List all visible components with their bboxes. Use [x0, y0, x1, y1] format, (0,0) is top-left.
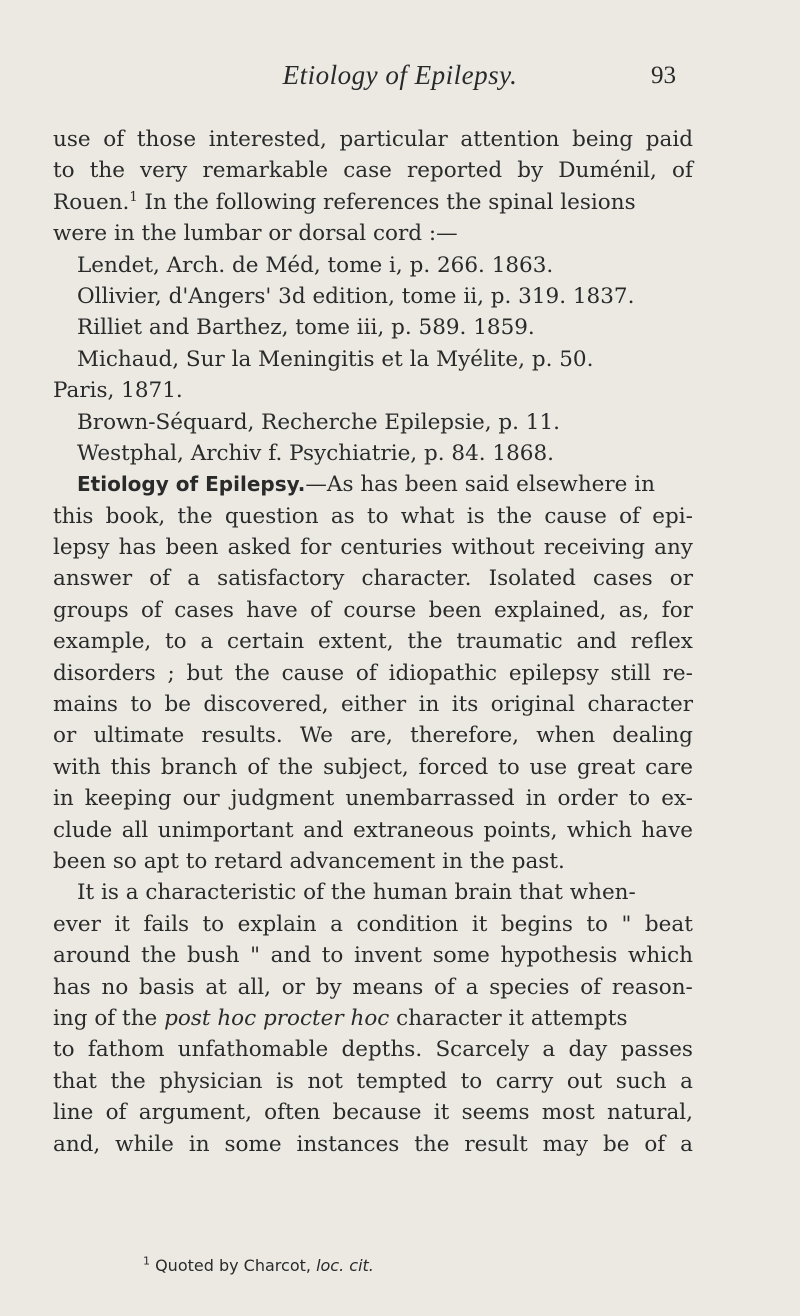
word: points, [483, 817, 558, 843]
word: dealing [612, 723, 693, 749]
word: to [586, 911, 608, 937]
word: carry [495, 1068, 554, 1094]
word: order [557, 786, 618, 812]
word: begins [500, 911, 573, 937]
word: ultimate [93, 723, 185, 749]
word: our [182, 786, 220, 812]
section-heading-line: Etiology of Epilepsy.—As has been said elsewhere in [77, 472, 655, 498]
word: a [465, 974, 479, 1000]
word: but [186, 660, 223, 686]
reference-item: Lendet, Arch. de Méd, tome i, p. 266. 1863. [77, 252, 554, 278]
text-line [53, 626, 693, 657]
footnote-marker: 1 [129, 189, 138, 205]
word: which [627, 943, 693, 969]
word: of [434, 974, 455, 1000]
word: particular [339, 127, 448, 152]
text-line [53, 815, 693, 846]
word: passes [620, 1037, 693, 1063]
word: what [400, 503, 455, 529]
word: character [587, 692, 693, 718]
word: extent, [318, 629, 394, 655]
word: of [140, 597, 162, 623]
word: in [188, 1131, 210, 1157]
word: forced [418, 754, 489, 780]
word: asked [227, 535, 291, 561]
word: day [568, 1037, 608, 1063]
word: fails [143, 911, 189, 937]
word: not [307, 1068, 343, 1094]
word: unembarrassed [345, 786, 515, 812]
word: result [464, 1131, 528, 1157]
word: been [428, 597, 482, 623]
word: physician [159, 1068, 263, 1094]
word: because [332, 1100, 422, 1126]
page-number: 93 [651, 62, 676, 89]
word: of [619, 503, 641, 529]
word: with [53, 754, 101, 780]
word: the [177, 503, 213, 529]
word: of [105, 1100, 127, 1126]
running-head-title: Etiology of Epilepsy. [282, 60, 518, 90]
word: " [621, 911, 632, 937]
word: has [118, 535, 157, 561]
word: to [498, 754, 520, 780]
word: answer [53, 566, 133, 592]
word: which [566, 817, 632, 843]
word: when [536, 723, 596, 749]
word: been [165, 535, 219, 561]
footnote: $^1$ Quoted by Charcot, loc. cit. [143, 1254, 374, 1275]
word: are, [350, 723, 393, 749]
word: interested, [208, 127, 327, 152]
word: case [343, 158, 392, 184]
word: out [566, 1068, 603, 1094]
word: the [141, 943, 177, 969]
running-head [0, 60, 800, 100]
text-line [53, 783, 693, 814]
word: those [136, 127, 197, 152]
word: tempted [356, 1068, 448, 1094]
word: is [276, 1068, 294, 1094]
text-line [53, 1066, 693, 1097]
word: means [352, 974, 424, 1000]
word: invent [353, 943, 423, 969]
text-line [53, 124, 693, 155]
reference-item: Westphal, Archiv f. Psychiatrie, p. 84. 1868. [77, 440, 554, 466]
word: explained, [494, 597, 607, 623]
word: a [680, 1131, 693, 1157]
word: some [224, 1131, 282, 1157]
word: cause [544, 503, 607, 529]
word: of [672, 158, 693, 184]
word: some [432, 943, 490, 969]
word: to [628, 786, 651, 812]
word: this [110, 754, 152, 780]
text-line [53, 909, 693, 940]
word: to [53, 158, 75, 184]
word: paid [645, 127, 693, 152]
word: the [496, 503, 533, 529]
word: of [310, 597, 332, 623]
latin-phrase: post hoc procter hoc [164, 1005, 390, 1031]
word: line [53, 1100, 94, 1126]
word: or [669, 566, 693, 592]
word: ever [53, 911, 101, 937]
word: a [330, 911, 343, 937]
word: as, [618, 597, 650, 623]
word: explain [237, 911, 317, 937]
word: Scarcely [435, 1037, 530, 1063]
word: of [103, 127, 125, 152]
word: either [341, 692, 407, 718]
word: still [610, 660, 651, 686]
word: in [53, 786, 74, 812]
word: the [89, 158, 125, 184]
word: satisfactory [217, 566, 345, 592]
word: judgment [230, 786, 335, 812]
text-line: It is a characteristic of the human brain that when- [77, 880, 636, 906]
word: natural, [607, 1100, 693, 1126]
word: while [115, 1131, 174, 1157]
word: have [641, 817, 693, 843]
word: instances [296, 1131, 400, 1157]
word: to [366, 503, 389, 529]
text-line [53, 501, 693, 532]
word: branch [160, 754, 238, 780]
word: all, [237, 974, 271, 1000]
word: clude [53, 817, 113, 843]
word: to [202, 911, 225, 937]
text-line: Rouen.$^1$ In the following references the spinal lesions [53, 189, 636, 215]
word: it [114, 911, 130, 937]
word: the [407, 629, 443, 655]
word: or [281, 974, 305, 1000]
word: epilepsy [508, 660, 599, 686]
word: lepsy [53, 535, 110, 561]
word: certain [227, 629, 305, 655]
word: any [654, 535, 693, 561]
word: a [680, 1068, 693, 1094]
reference-item: Ollivier, d'Angers' 3d edition, tome ii, p. 319. 1837. [77, 283, 635, 309]
word: original [490, 692, 576, 718]
word: of [149, 566, 171, 592]
word: it [433, 1100, 450, 1126]
word: discovered, [203, 692, 329, 718]
word: unimportant [157, 817, 294, 843]
word: in [418, 692, 440, 718]
word: very [140, 158, 188, 184]
section-heading: Etiology of Epilepsy. [77, 472, 306, 497]
reference-item: Brown-Séquard, Recherche Epilepsie, p. 11. [77, 409, 560, 435]
word: around [53, 943, 131, 969]
word: Duménil, [558, 158, 657, 184]
word: fathom [87, 1037, 165, 1063]
word: often [264, 1100, 321, 1126]
text-line [53, 1129, 693, 1160]
word: seems [461, 1100, 530, 1126]
text-line [53, 720, 693, 751]
word: a [187, 566, 201, 592]
text-line [53, 689, 693, 720]
text-line [53, 1097, 693, 1128]
word: hypothesis [500, 943, 618, 969]
word: by [517, 158, 544, 184]
word: without [451, 535, 535, 561]
reference-item: Rilliet and Barthez, tome iii, p. 589. 1859. [77, 315, 535, 341]
word: beat [644, 911, 693, 937]
word: species [489, 974, 570, 1000]
text-line [53, 972, 693, 1003]
text-line [53, 563, 693, 594]
word: the [414, 1131, 450, 1157]
word: We [299, 723, 333, 749]
word: to [165, 629, 187, 655]
word: may [542, 1131, 589, 1157]
word: such [615, 1068, 667, 1094]
word: in [525, 786, 547, 812]
word: attention [460, 127, 560, 152]
word: at [205, 974, 227, 1000]
word: no [101, 974, 129, 1000]
text-line [53, 595, 693, 626]
word: therefore, [410, 723, 520, 749]
word: keeping [84, 786, 172, 812]
text-line [53, 1034, 693, 1065]
word: have [246, 597, 298, 623]
word: be [164, 692, 191, 718]
word: argument, [138, 1100, 252, 1126]
word: is [466, 503, 485, 529]
word: that [53, 1068, 97, 1094]
text-line [53, 658, 693, 689]
word: or [53, 723, 77, 749]
text-line: ing of the post hoc procter hoc character it attempts [53, 1005, 628, 1031]
word: its [451, 692, 479, 718]
word: as [330, 503, 355, 529]
reference-item-continued: Paris, 1871. [53, 378, 183, 404]
word: to [460, 1068, 483, 1094]
word: ; [167, 660, 175, 686]
word: Isolated [488, 566, 576, 592]
word: has [53, 974, 91, 1000]
word: of [644, 1131, 666, 1157]
word: to [130, 692, 153, 718]
word: receiving [543, 535, 646, 561]
word: reason- [611, 974, 693, 1000]
word: cause [281, 660, 345, 686]
word: extraneous [353, 817, 475, 843]
text-line [53, 155, 693, 186]
word: for [661, 597, 693, 623]
text-line: been so apt to retard advancement in the past. [53, 848, 565, 874]
word: of [247, 754, 269, 780]
text-line [53, 532, 693, 563]
word: condition [356, 911, 459, 937]
word: and [576, 629, 617, 655]
word: centuries [340, 535, 443, 561]
word: epi- [652, 503, 693, 529]
word: bush [187, 943, 240, 969]
word: traumatic [456, 629, 563, 655]
word: idiopathic [388, 660, 498, 686]
word: course [343, 597, 417, 623]
word: unfathomable [177, 1037, 329, 1063]
word: book, [105, 503, 166, 529]
word: example, [53, 629, 152, 655]
word: disorders [53, 660, 156, 686]
word: and, [53, 1131, 101, 1157]
word: all [121, 817, 149, 843]
word: character. [361, 566, 472, 592]
word: to [53, 1037, 75, 1063]
word: re- [662, 660, 693, 686]
word: " [250, 943, 261, 969]
word: most [541, 1100, 595, 1126]
word: results. [201, 723, 283, 749]
word: to [321, 943, 344, 969]
word: and [303, 817, 344, 843]
word: basis [139, 974, 195, 1000]
word: great [576, 754, 636, 780]
word: a [542, 1037, 556, 1063]
word: ex- [661, 786, 693, 812]
word: mains [53, 692, 118, 718]
word: care [645, 754, 693, 780]
word: it [471, 911, 488, 937]
footnote-marker: 1 [143, 1254, 150, 1268]
text-line: were in the lumbar or dorsal cord :— [53, 221, 458, 247]
word: remarkable [202, 158, 329, 184]
body-text [53, 124, 693, 1160]
word: reported [406, 158, 503, 184]
word: use [53, 127, 91, 152]
word: question [224, 503, 319, 529]
word: depths. [341, 1037, 423, 1063]
text-line [53, 752, 693, 783]
word: of [580, 974, 602, 1000]
word: being [572, 127, 634, 152]
word: cases [174, 597, 234, 623]
word: the [278, 754, 314, 780]
reference-item: Michaud, Sur la Meningitis et la Myélite, p. 50. [77, 346, 594, 372]
word: by [315, 974, 342, 1000]
word: this [53, 503, 94, 529]
word: and [270, 943, 312, 969]
word: the [110, 1068, 146, 1094]
word: cases [593, 566, 653, 592]
word: subject, [323, 754, 409, 780]
word: use [529, 754, 568, 780]
text-line [53, 940, 693, 971]
word: for [300, 535, 332, 561]
word: groups [53, 597, 129, 623]
word: reflex [630, 629, 693, 655]
word: a [200, 629, 214, 655]
word: the [234, 660, 270, 686]
word: of [355, 660, 377, 686]
word: be [602, 1131, 630, 1157]
